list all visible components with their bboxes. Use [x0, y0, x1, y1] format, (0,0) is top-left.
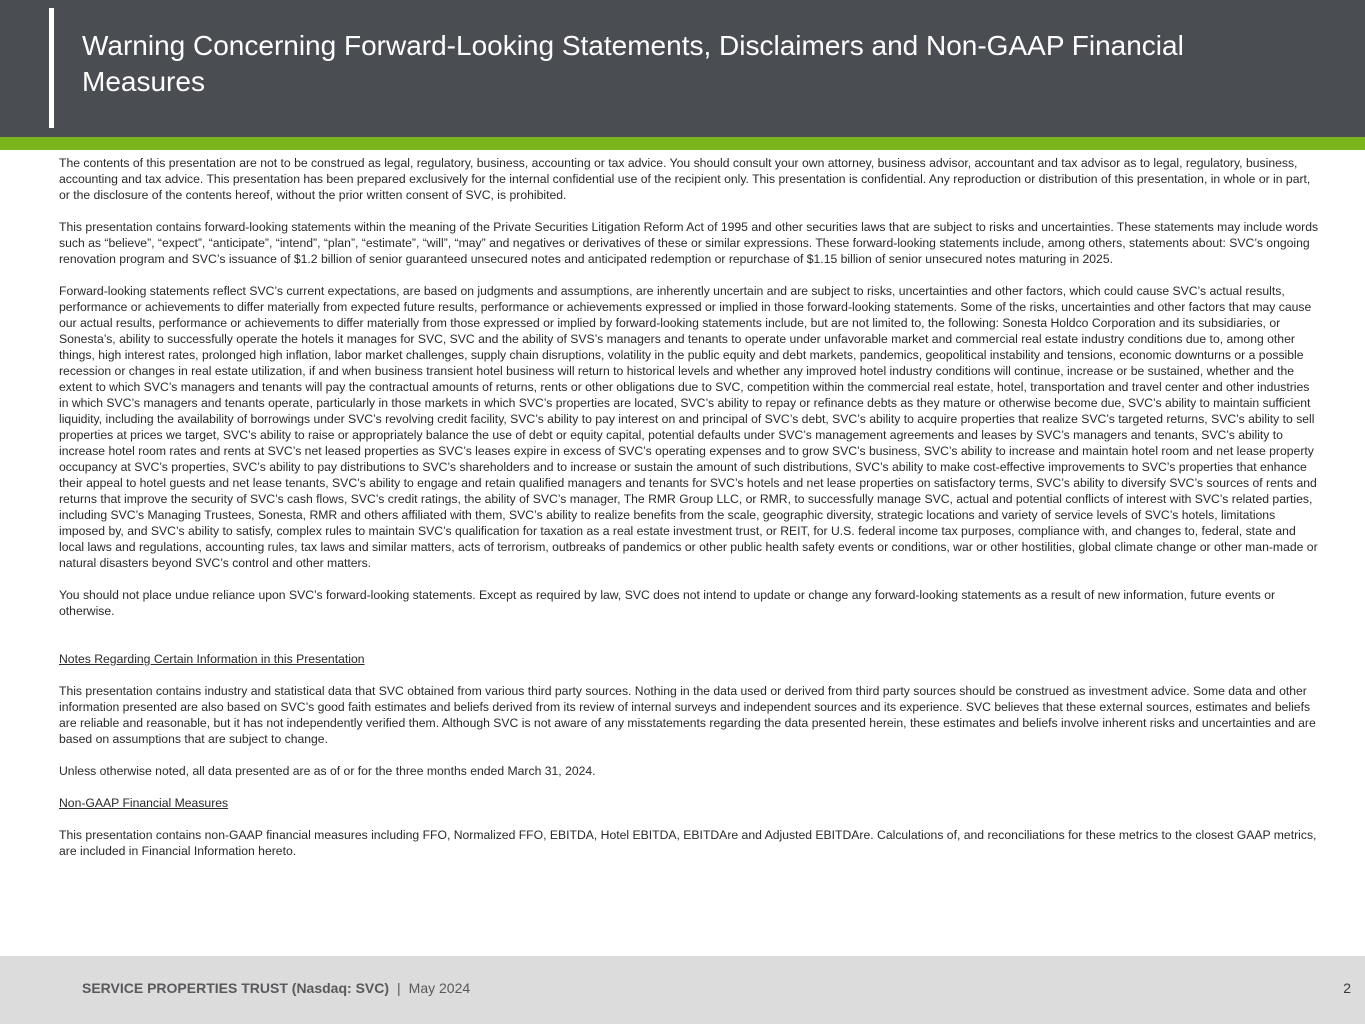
footer-info — [82, 978, 470, 998]
footer-company: SERVICE PROPERTIES TRUST (Nasdaq: SVC) — [82, 980, 390, 996]
paragraph-non-gaap: This presentation contains non-GAAP financial measures including FFO, Normalized FFO, EBITDA, Hotel EBITDA, EBITDAre and Adjusted EBITDAre. Calculations of, and reconciliations for these metrics to the closest GAAP metrics, are included in Financial Information hereto. — [59, 828, 1317, 858]
slide-footer — [0, 956, 1365, 1024]
paragraph-confidentiality: The contents of this presentation are not to be construed as legal, regulatory, business, accounting or tax advice. You should consult your own attorney, business advisor, accountant and tax advisor as to legal, regulatory, business, accounting and tax advice. This presentation has been prepared exclusively for the internal confidential use of the recipient only. This presentation is confidential. Any reproduction or distribution of this presentation, in whole or in part, or the disclosure of the contents hereof, without the prior written consent of SVC, is prohibited. — [59, 156, 1311, 202]
green-accent-stripe — [0, 137, 1365, 150]
paragraph-data-date: Unless otherwise noted, all data presented are as of or for the three months ended March 31, 2024. — [59, 764, 596, 778]
disclaimer-body — [59, 155, 1321, 875]
heading-notes: Notes Regarding Certain Information in this Presentation — [59, 652, 365, 666]
footer-separator: | — [397, 980, 401, 996]
heading-non-gaap: Non-GAAP Financial Measures — [59, 796, 229, 810]
paragraph-undue-reliance: You should not place undue reliance upon SVC’s forward-looking statements. Except as required by law, SVC does not intend to update or change any forward-looking statements as a result of new information, future events or otherwise. — [59, 588, 1276, 618]
paragraph-forward-looking-intro: This presentation contains forward-looking statements within the meaning of the Private Securities Litigation Reform Act of 1995 and other securities laws that are subject to risks and uncertainties. These statements may include words such as “believe”, “expect”, “anticipate”, “intend”, “plan”, “estimate”, “will”, “may” and negatives or derivatives of these or similar expressions. These forward-looking statements include, among others, statements about: SVC’s ongoing renovation program and SVC’s issuance of $1.2 billion of senior guaranteed unsecured notes and anticipated redemption or repurchase of $1.15 billion of senior unsecured notes maturing in 2025. — [59, 220, 1319, 266]
paragraph-third-party-data: This presentation contains industry and statistical data that SVC obtained from various third party sources. Nothing in the data used or derived from third party sources should be construed as investment advice. Some data and other information presented are also based on SVC’s good faith estimates and beliefs derived from its review of internal surveys and independent sources and its experience. SVC believes that these external sources, estimates and beliefs are reliable and reasonable, but it has not independently verified them. Although SVC is not aware of any misstatements regarding the data presented herein, these estimates and beliefs involve inherent risks and uncertainties and are based on assumptions that are subject to change. — [59, 684, 1316, 746]
footer-date: May 2024 — [408, 980, 471, 996]
slide-header — [0, 0, 1365, 137]
paragraph-risk-factors: Forward-looking statements reflect SVC’s current expectations, are based on judgments and assumptions, are inherently uncertain and are subject to risks, uncertainties and other factors, which could cause SVC’s actual results, performance or achievements to differ materially from expected future results, performance or achievements expressed or implied in those forward-looking statements. Some of the risks, uncertainties and other factors that may cause our actual results, performance or achievements to differ materially from those expressed or implied by forward-looking statements include, but are not limited to, the following: Sonesta Holdco Corporation and its subsidiaries, or Sonesta’s, ability to successfully operate the hotels it manages for SVC, SVC and the ability of SVS’s managers and tenants to operate under unfavorable market and commercial real estate industry conditions due to, among other things, high interest rates, prolonged high inflation, labor market challenges, supply chain disruptions, volatility in the public equity and debt markets, pandemics, geopolitical instability and tensions, economic downturns or a possible recession or changes in real estate utilization, if and when business transient hotel business will return to historical levels and whether any improved hotel industry conditions will continue, increase or be sustained, whether and the extent to which SVC’s managers and tenants will pay the contractual amounts of returns, rents or other obligations due to SVC, competition within the commercial real estate, hotel, transportation and travel center and other industries in which SVC’s managers and tenants operate, particularly in those markets in which SVC’s properties are located, SVC’s ability to repay or refinance debts as they mature or otherwise become due, SVC’s ability to maintain sufficient liquidity, including the availability of borrowings under SVC’s revolving credit facility, SVC’s ability to pay interest on and principal of SVC’s debt, SVC’s ability to acquire properties that realize SVC’s targeted returns, SVC’s ability to sell properties at prices we target, SVC’s ability to raise or appropriately balance the use of debt or equity capital, potential defaults under SVC’s management agreements and leases by SVC’s managers and tenants, SVC’s ability to increase hotel room rates and rents at SVC’s net leased properties as SVC’s leases expire in excess of SVC’s operating expenses and to grow SVC’s business, SVC’s ability to increase and maintain hotel room and net lease property occupancy at SVC’s properties, SVC’s ability to pay distributions to SVC’s shareholders and to increase or sustain the amount of such distributions, SVC’s ability to make cost-effective improvements to SVC’s properties that enhance their appeal to hotel guests and net lease tenants, SVC’s ability to engage and retain qualified managers and tenants for SVC’s hotels and net lease properties on satisfactory terms, SVC’s ability to diversify SVC’s sources of rents and returns that improve the security of SVC’s cash flows, SVC’s credit ratings, the ability of SVC’s manager, The RMR Group LLC, or RMR, to successfully manage SVC, actual and potential conflicts of interest with SVC’s related parties, including SVC’s Managing Trustees, Sonesta, RMR and others affiliated with them, SVC’s ability to realize benefits from the scale, geographic diversity, strategic locations and variety of service levels of SVC’s hotels, limitations imposed by, and SVC’s ability to satisfy, complex rules to maintain SVC’s qualification for taxation as a real estate investment trust, or REIT, for U.S. federal income tax purposes, compliance with, and changes to, federal, state and local laws and regulations, accounting rules, tax laws and similar matters, acts of terrorism, outbreaks of pandemics or other public health safety events or conditions, war or other hostilities, global climate change or other man-made or natural disasters beyond SVC’s control and other matters. — [59, 284, 1318, 570]
header-accent-bar — [49, 8, 54, 128]
page-title: Warning Concerning Forward-Looking Statements, Disclaimers and Non-GAAP Financial Measures — [82, 30, 1184, 97]
page-number: 2 — [1343, 980, 1351, 996]
